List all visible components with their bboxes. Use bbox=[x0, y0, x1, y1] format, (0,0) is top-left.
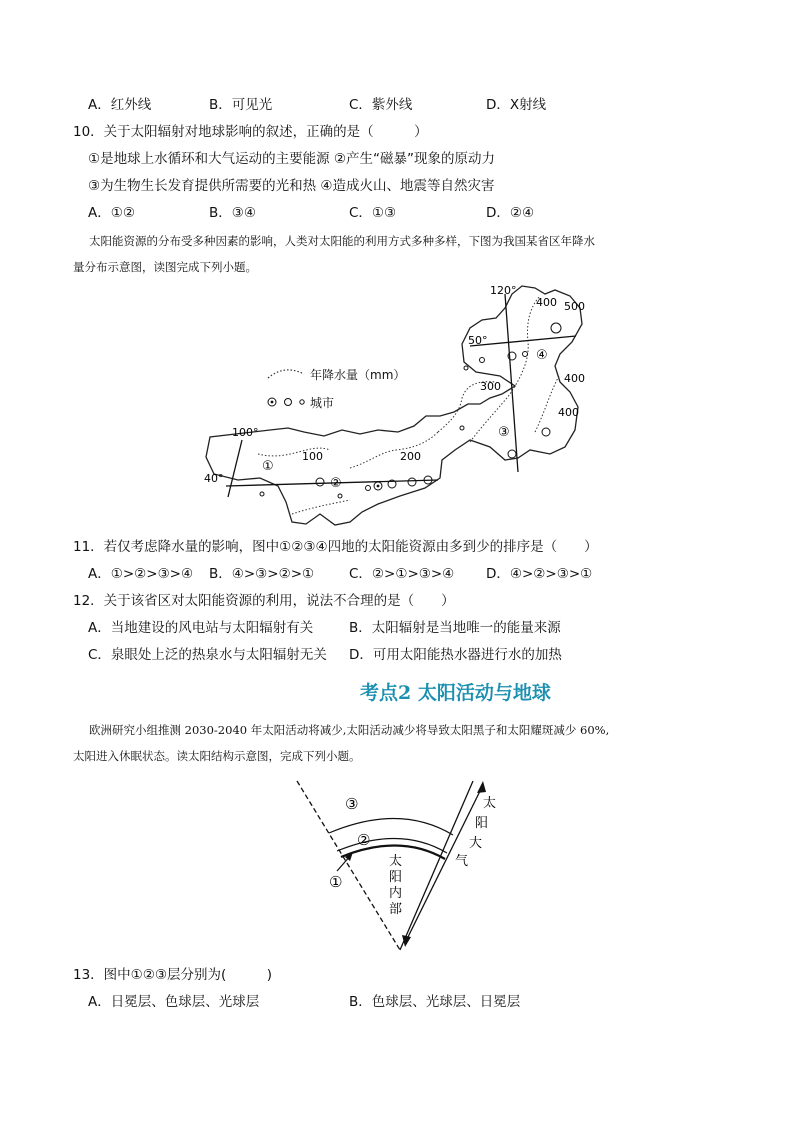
region-3-label: ③ bbox=[498, 425, 510, 440]
sun-atmosphere-char: 阳 bbox=[475, 816, 489, 831]
q10-option-d[interactable]: D．②④ bbox=[486, 205, 535, 221]
lat-50-label: 50° bbox=[468, 334, 488, 347]
q11-option-a[interactable]: A．①>②>③>④ bbox=[88, 566, 194, 582]
q9-option-c[interactable]: C．紫外线 bbox=[349, 97, 413, 113]
q13-option-b[interactable]: B．色球层、光球层、日冕层 bbox=[349, 994, 521, 1010]
isohyet-label: 500 bbox=[564, 300, 585, 313]
isohyet-label: 200 bbox=[400, 450, 421, 463]
isohyet-label: 400 bbox=[558, 406, 579, 419]
q12-option-b[interactable]: B．太阳辐射是当地唯一的能量来源 bbox=[349, 620, 561, 636]
q10-option-a[interactable]: A．①② bbox=[88, 205, 135, 221]
passage1-line-1: 太阳能资源的分布受多种因素的影响，人类对太阳能的利用方式多种多样，下图为我国某省区年降水 bbox=[89, 234, 595, 248]
q12-option-c[interactable]: C．泉眼处上泛的热泉水与太阳辐射无关 bbox=[88, 647, 327, 663]
layer-3-label: ③ bbox=[345, 795, 359, 813]
q13-stem: 13．图中①②③层分别为( ) bbox=[73, 967, 273, 983]
q10-statement-1: ①是地球上水循环和大气运动的主要能源 ②产生“磁暴”现象的原动力 bbox=[88, 151, 495, 167]
region-1-label: ① bbox=[262, 459, 274, 474]
lon-120-label: 120° bbox=[490, 284, 517, 297]
q9-option-b[interactable]: B．可见光 bbox=[209, 97, 273, 113]
sun-interior-char: 内 bbox=[389, 886, 403, 901]
isohyet-label: 400 bbox=[536, 296, 557, 309]
sun-structure-diagram bbox=[285, 775, 515, 957]
precipitation-map bbox=[200, 282, 610, 530]
lon-100-label: 100° bbox=[232, 426, 259, 439]
sun-atmosphere-char: 气 bbox=[455, 854, 469, 869]
q10-option-b[interactable]: B．③④ bbox=[209, 205, 256, 221]
q11-option-c[interactable]: C．②>①>③>④ bbox=[349, 566, 455, 582]
lat-40-label: 40° bbox=[204, 472, 224, 485]
province-outline bbox=[206, 286, 582, 525]
legend-precip-label: 年降水量（mm） bbox=[310, 368, 406, 382]
q12-option-d[interactable]: D．可用太阳能热水器进行水的加热 bbox=[349, 647, 562, 663]
q10-option-c[interactable]: C．①③ bbox=[349, 205, 397, 221]
passage1-line-2: 量分布示意图，读图完成下列小题。 bbox=[73, 260, 257, 274]
layer-2-label: ② bbox=[357, 831, 371, 849]
q11-stem: 11．若仅考虑降水量的影响，图中①②③④四地的太阳能资源由多到少的排序是（ ） bbox=[73, 539, 598, 555]
section-heading: 考点2 太阳活动与地球 bbox=[360, 682, 551, 704]
q12-stem: 12．关于该省区对太阳能资源的利用，说法不合理的是（ ） bbox=[73, 593, 455, 609]
isohyet-label: 100 bbox=[302, 450, 323, 463]
passage2-line-1: 欧洲研究小组推测 2030-2040 年太阳活动将减少,太阳活动减少将导致太阳黑子和太阳耀斑减少 60%, bbox=[89, 723, 610, 737]
sun-interior-char: 太 bbox=[389, 854, 403, 869]
layer-1-label: ① bbox=[329, 873, 343, 891]
region-2-label: ② bbox=[330, 476, 342, 491]
q12-option-a[interactable]: A．当地建设的风电站与太阳辐射有关 bbox=[88, 620, 314, 636]
q11-option-d[interactable]: D．④>②>③>① bbox=[486, 566, 593, 582]
sun-interior-char: 阳 bbox=[389, 870, 403, 885]
sun-atmosphere-char: 太 bbox=[483, 796, 497, 811]
q10-statement-2: ③为生物生长发育提供所需要的光和热 ④造成火山、地震等自然灾害 bbox=[88, 178, 495, 194]
region-4-label: ④ bbox=[536, 348, 548, 363]
q10-stem: 10．关于太阳辐射对地球影响的叙述，正确的是（ ） bbox=[73, 124, 428, 140]
sun-atmosphere-char: 大 bbox=[469, 836, 483, 851]
q9-option-a[interactable]: A．红外线 bbox=[88, 97, 152, 113]
q13-option-a[interactable]: A．日冕层、色球层、光球层 bbox=[88, 994, 260, 1010]
q11-option-b[interactable]: B．④>③>②>① bbox=[209, 566, 315, 582]
isohyet-label: 300 bbox=[480, 380, 501, 393]
sun-interior-char: 部 bbox=[389, 902, 403, 917]
legend-city-label: 城市 bbox=[310, 396, 335, 410]
isohyet-label: 400 bbox=[564, 372, 585, 385]
passage2-line-2: 太阳进入休眠状态。读太阳结构示意图，完成下列小题。 bbox=[73, 749, 361, 763]
q9-option-d[interactable]: D．X射线 bbox=[486, 97, 547, 113]
